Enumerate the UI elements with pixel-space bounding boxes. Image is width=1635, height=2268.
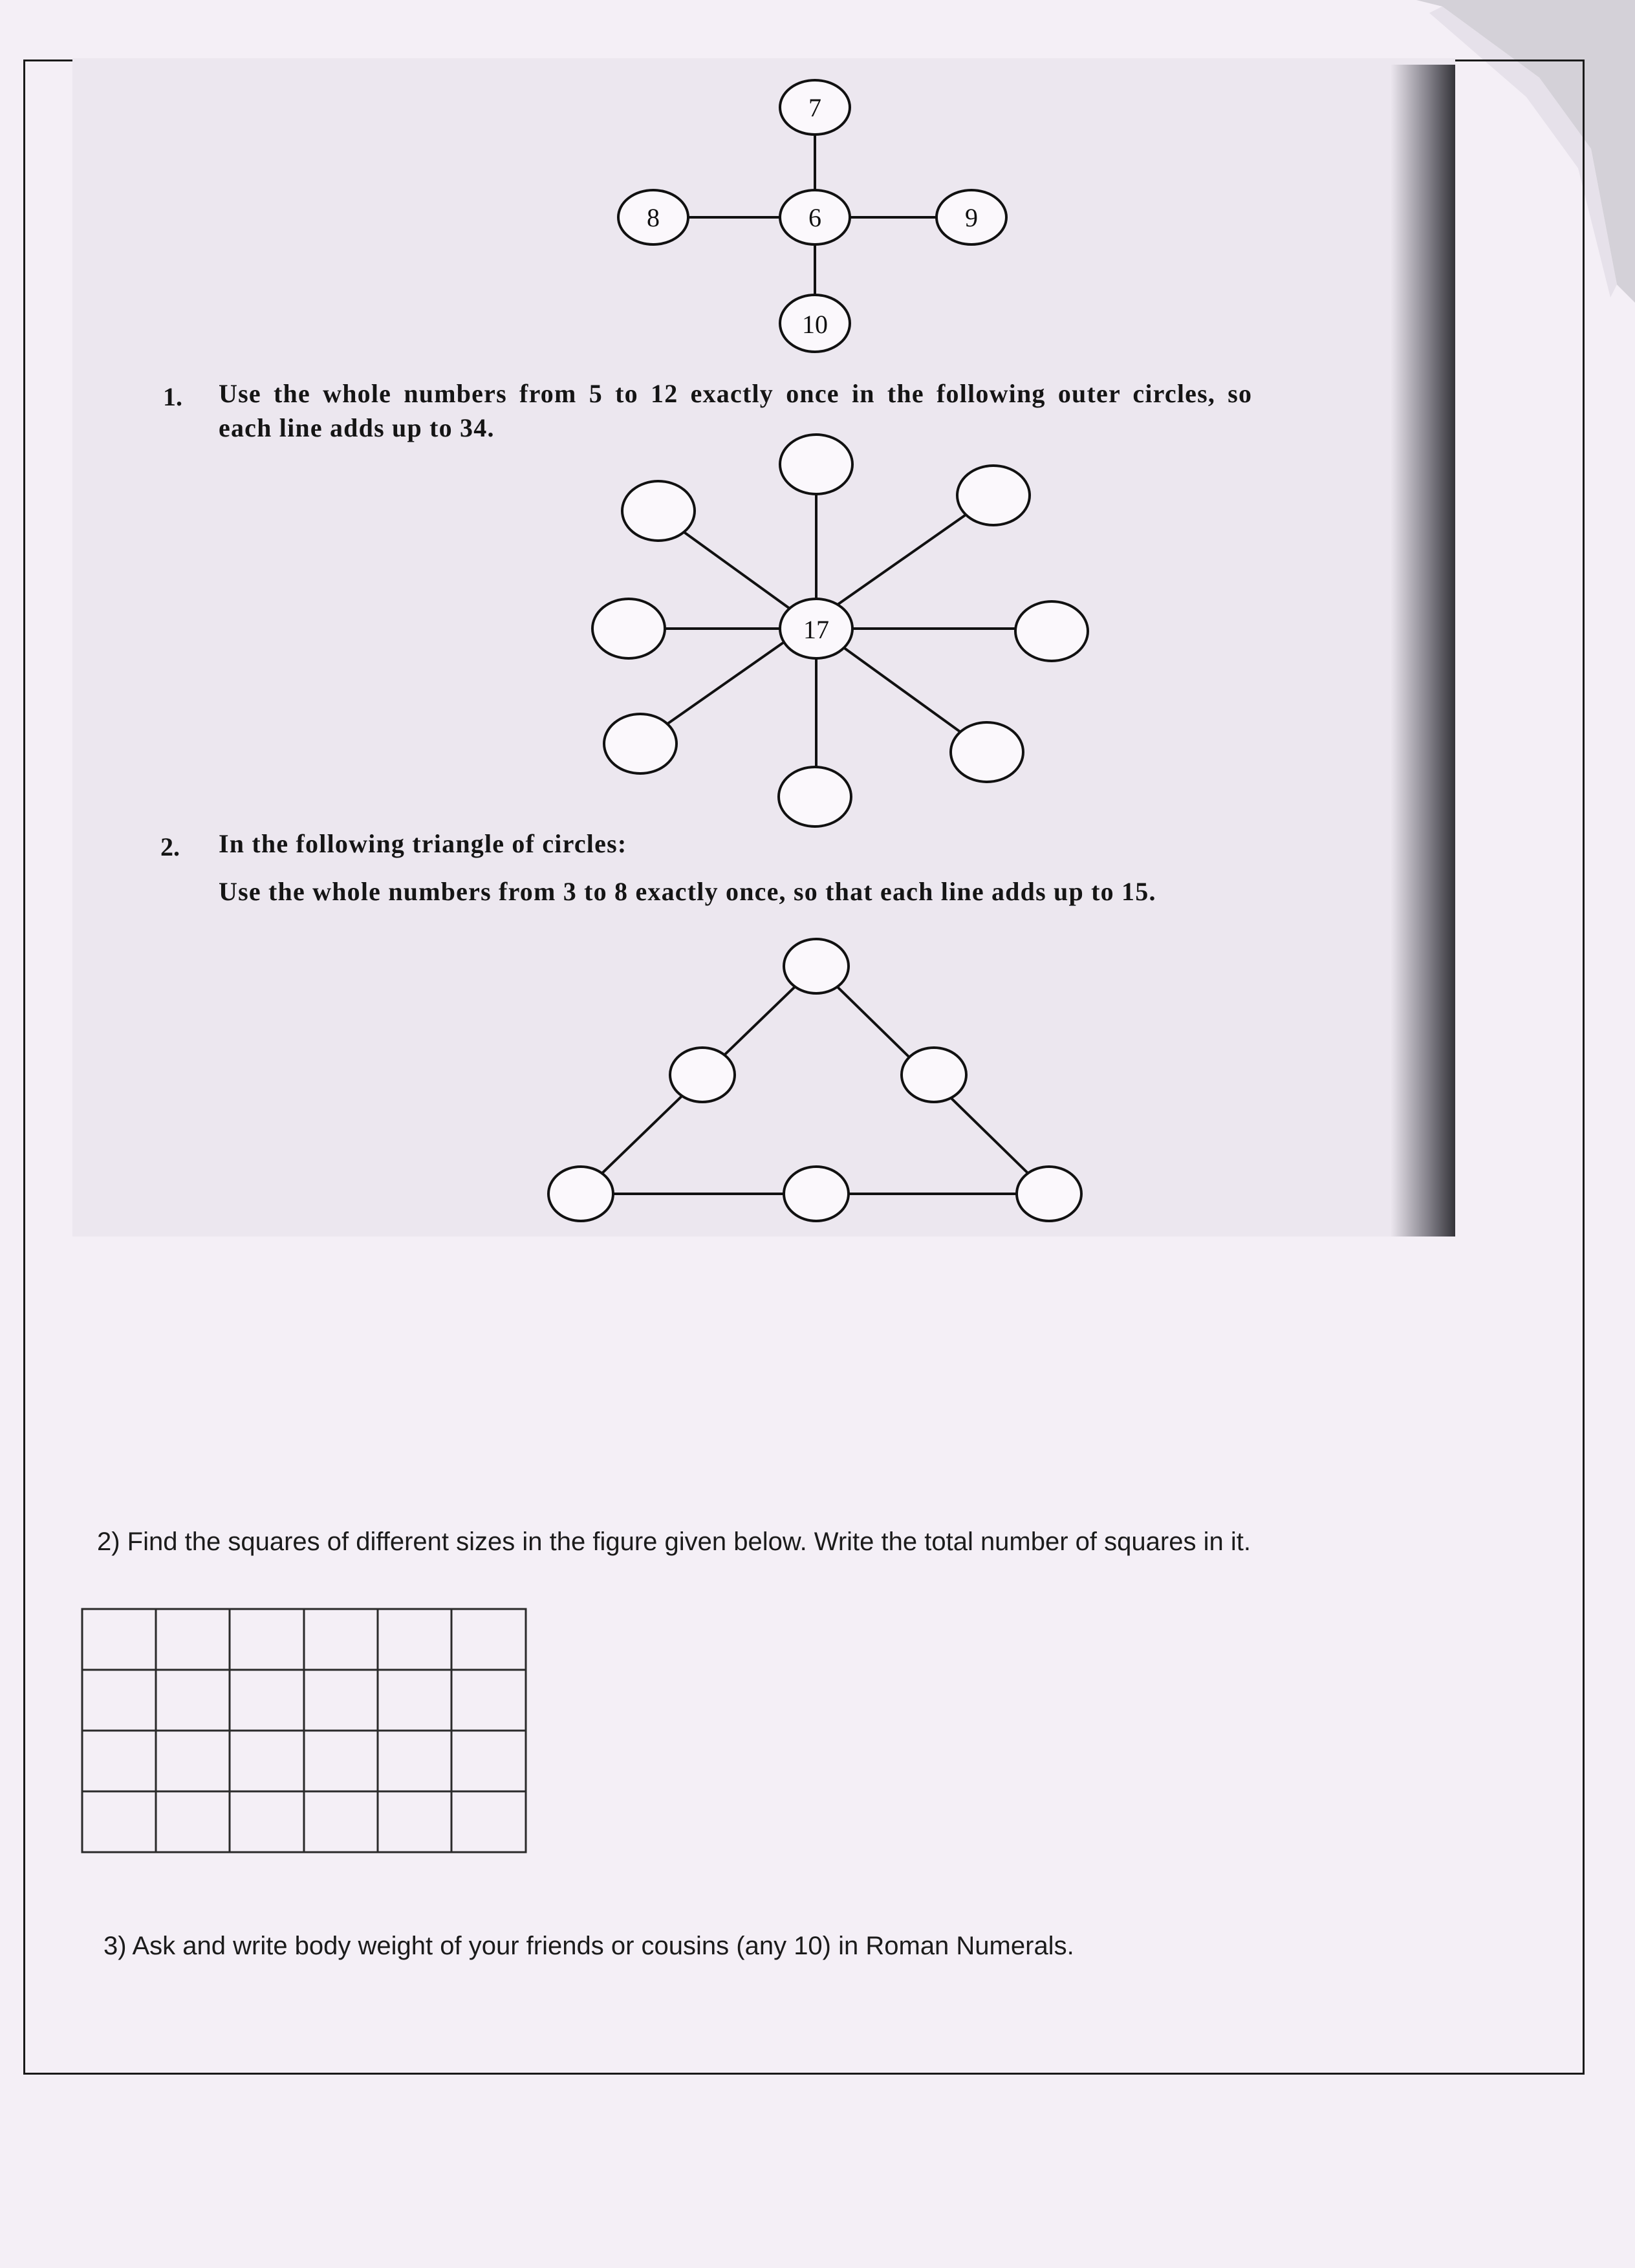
triangle-circle-left-mid (670, 1048, 735, 1102)
star-outer-circle-lower-left (604, 714, 677, 773)
star-outer-circle-bottom (779, 767, 851, 826)
star-outer-circle-left (592, 599, 665, 658)
question-1-text-line1: Use the whole numbers from 5 to 12 exactly once in the following outer circles, so (219, 379, 1253, 408)
question-2-text-line2: Use the whole numbers from 3 to 8 exactly once, so that each line adds up to 15. (219, 877, 1156, 906)
triangle-circle-bottom-mid (784, 1167, 849, 1221)
star-outer-circle-upper-left (622, 481, 695, 541)
triangle-diagram (548, 939, 1081, 1221)
example-value-top: 7 (808, 93, 821, 122)
example-value-left: 8 (647, 203, 660, 232)
star-center-value: 17 (803, 615, 829, 644)
task-2-text: 2) Find the squares of different sizes in the figure given below. Write the total number of squares in it. (97, 1528, 1251, 1556)
example-value-bottom: 10 (802, 310, 828, 339)
question-2-text-line1: In the following triangle of circles: (219, 829, 627, 858)
star-outer-circle-top (780, 435, 852, 494)
star-outer-circle-right (1015, 601, 1088, 661)
triangle-circle-bottom-left (548, 1167, 613, 1221)
question-2-number: 2. (160, 832, 180, 861)
task-3-text: 3) Ask and write body weight of your friends or cousins (any 10) in Roman Numerals. (103, 1932, 1074, 1960)
example-value-center: 6 (808, 203, 821, 232)
question-1-number: 1. (163, 382, 182, 411)
triangle-circle-right-mid (902, 1048, 966, 1102)
star-outer-circle-lower-right (951, 722, 1023, 782)
squares-grid (82, 1609, 526, 1852)
question-1-text-line2: each line adds up to 34. (219, 413, 495, 442)
triangle-circle-bottom-right (1017, 1167, 1081, 1221)
star-outer-circle-upper-right (957, 466, 1030, 525)
example-value-right: 9 (965, 203, 978, 232)
triangle-circle-top (784, 939, 849, 993)
star-diagram (592, 435, 1088, 826)
